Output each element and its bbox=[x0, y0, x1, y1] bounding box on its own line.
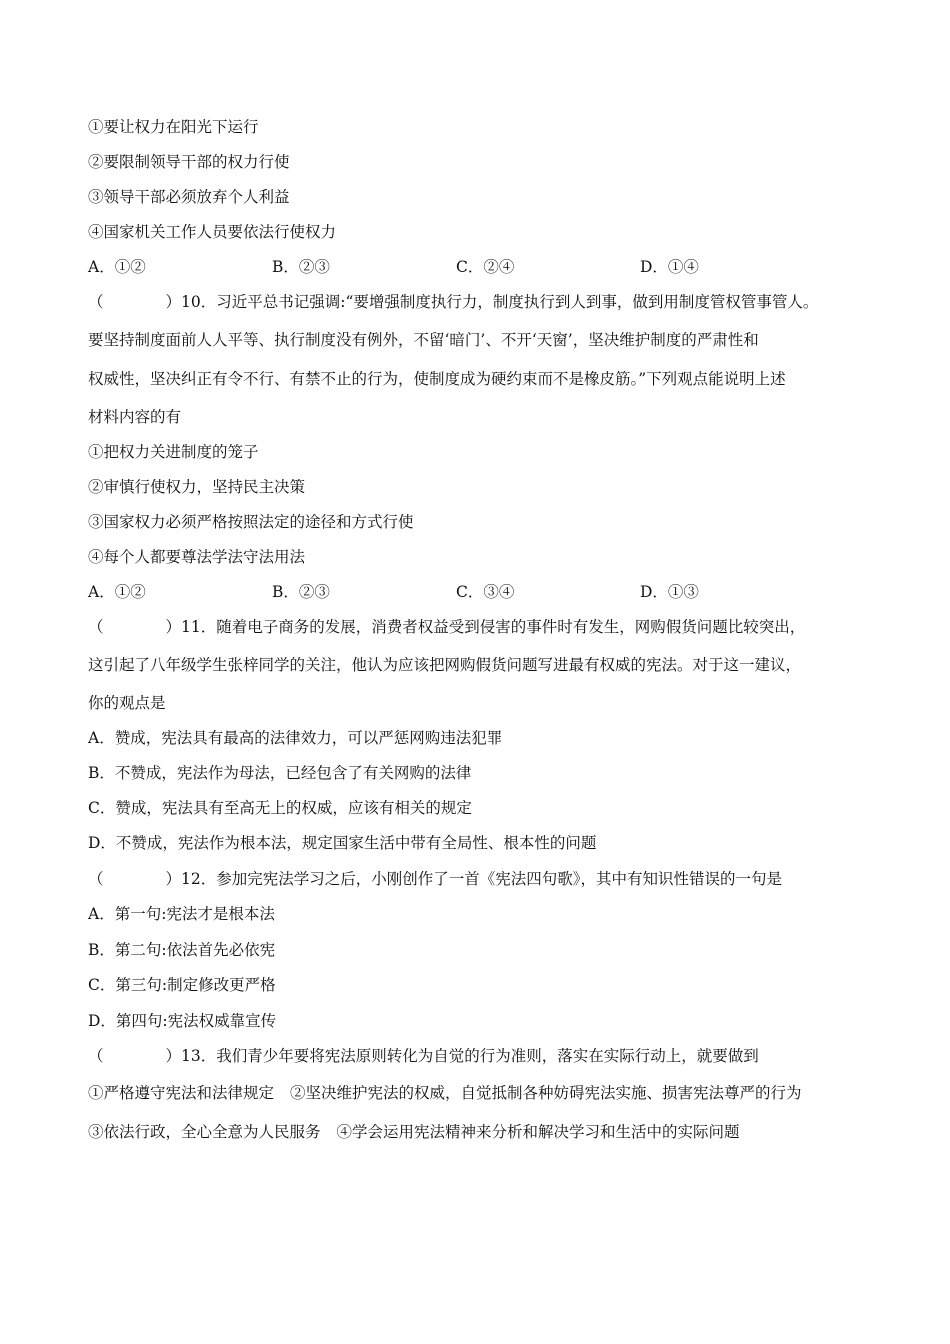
q10-stem-line-3: 权威性，坚决纠正有令不行、有禁不止的行为，使制度成为硬约束而不是橡皮筋。”下列观点能说明上述 bbox=[88, 370, 786, 388]
q13-item-3: ③依法行政，全心全意为人民服务 bbox=[88, 1123, 321, 1141]
q10-option-d[interactable]: D．①③ bbox=[640, 583, 699, 601]
q11-choice-d[interactable]: D．不赞成，宪法作为根本法，规定国家生活中带有全局性、根本性的问题 bbox=[88, 834, 597, 852]
q10-item-3: ③国家权力必须严格按照法定的途径和方式行使 bbox=[88, 513, 414, 531]
q10-stem-line-1: （ ）10．习近平总书记强调:“要增强制度执行力，制度执行到人到事，做到用制度管权管事管人。 bbox=[88, 293, 819, 311]
q10-option-c[interactable]: C．③④ bbox=[456, 583, 515, 601]
q12-choice-d[interactable]: D．第四句:宪法权威靠宣传 bbox=[88, 1012, 277, 1030]
q10-item-2: ②审慎行使权力，坚持民主决策 bbox=[88, 478, 306, 496]
q9-option-a[interactable]: A．①② bbox=[88, 258, 146, 276]
q12-stem: （ ）12．参加完宪法学习之后，小刚创作了一首《宪法四句歌》，其中有知识性错误的一句是 bbox=[88, 870, 782, 888]
q13-items-row-2 bbox=[88, 1122, 870, 1142]
q9-item-1: ①要让权力在阳光下运行 bbox=[88, 118, 259, 136]
q9-option-b[interactable]: B．②③ bbox=[272, 258, 330, 276]
q11-choice-b[interactable]: B．不赞成，宪法作为母法，已经包含了有关网购的法律 bbox=[88, 764, 472, 782]
q9-options bbox=[88, 257, 870, 277]
q12-choice-a[interactable]: A．第一句:宪法才是根本法 bbox=[88, 905, 275, 923]
q9-item-4: ④国家机关工作人员要依法行使权力 bbox=[88, 223, 337, 241]
q10-item-4: ④每个人都要尊法学法守法用法 bbox=[88, 548, 306, 566]
q10-stem-line-4: 材料内容的有 bbox=[88, 408, 182, 426]
q11-stem-line-1: （ ）11．随着电子商务的发展，消费者权益受到侵害的事件时有发生，网购假货问题比较突出， bbox=[88, 618, 806, 636]
q11-choice-c[interactable]: C．赞成，宪法具有至高无上的权威，应该有相关的规定 bbox=[88, 799, 472, 817]
q11-choice-a[interactable]: A．赞成，宪法具有最高的法律效力，可以严惩网购违法犯罪 bbox=[88, 729, 503, 747]
q13-item-4: ④学会运用宪法精神来分析和解决学习和生活中的实际问题 bbox=[336, 1123, 740, 1141]
q11-stem-line-2: 这引起了八年级学生张梓同学的关注，他认为应该把网购假货问题写进最有权威的宪法。对于这一建议， bbox=[88, 656, 802, 674]
q13-item-2: ②坚决维护宪法的权威，自觉抵制各种妨碍宪法实施、损害宪法尊严的行为 bbox=[290, 1084, 802, 1102]
q12-choice-c[interactable]: C．第三句:制定修改更严格 bbox=[88, 976, 276, 994]
q9-item-2: ②要限制领导干部的权力行使 bbox=[88, 153, 290, 171]
q10-option-a[interactable]: A．①② bbox=[88, 583, 146, 601]
q10-item-1: ①把权力关进制度的笼子 bbox=[88, 443, 259, 461]
q9-option-c[interactable]: C．②④ bbox=[456, 258, 515, 276]
q9-option-d[interactable]: D．①④ bbox=[640, 258, 699, 276]
q13-items-row-1 bbox=[88, 1083, 870, 1103]
q10-stem-line-2: 要坚持制度面前人人平等、执行制度没有例外，不留‘暗门’、不开‘天窗’，坚决维护制度的严肃性和 bbox=[88, 331, 759, 349]
q13-stem: （ ）13．我们青少年要将宪法原则转化为自觉的行为准则，落实在实际行动上，就要做到 bbox=[88, 1047, 759, 1065]
q13-item-1: ①严格遵守宪法和法律规定 bbox=[88, 1084, 275, 1102]
q12-choice-b[interactable]: B．第二句:依法首先必依宪 bbox=[88, 941, 276, 959]
q9-item-3: ③领导干部必须放弃个人利益 bbox=[88, 188, 290, 206]
q10-option-b[interactable]: B．②③ bbox=[272, 583, 330, 601]
q11-stem-line-3: 你的观点是 bbox=[88, 694, 166, 712]
q10-options bbox=[88, 582, 870, 602]
